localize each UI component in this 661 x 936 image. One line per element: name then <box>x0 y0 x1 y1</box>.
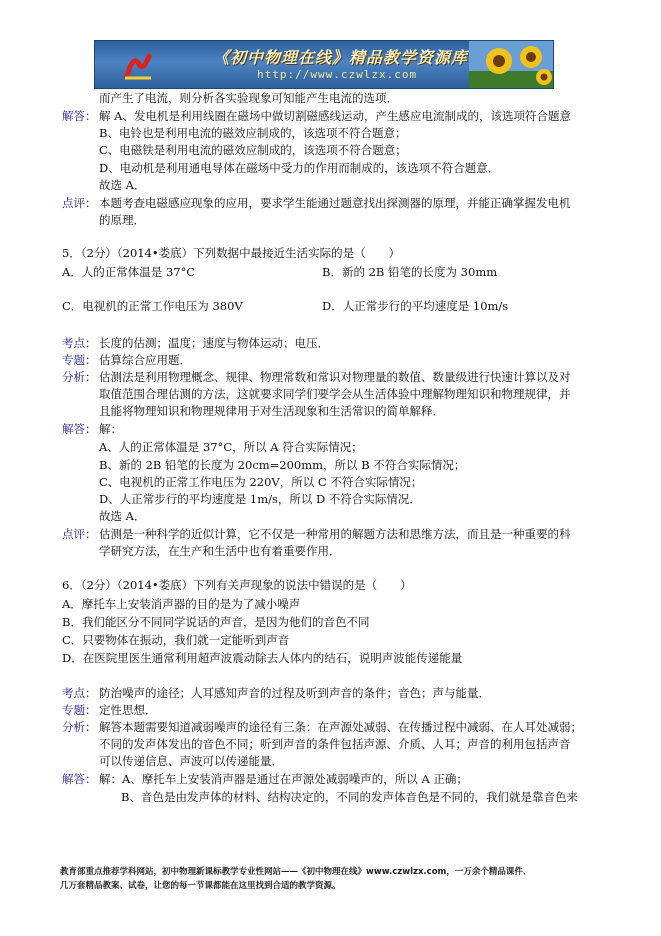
q4-answer-line: B、电铃也是利用电流的磁效应制成的，该选项不符合题意； <box>99 126 407 140</box>
q5-comment-label: 点评： <box>62 527 97 541</box>
q5-answer-line: B、新的 2B 铅笔的长度为 20cm=200mm，所以 B 不符合实际情况； <box>99 458 466 472</box>
q6-answer-label: 解答： <box>62 772 97 786</box>
q5-comment-line: 学研究方法，在生产和生活中也有着重要作用． <box>99 544 341 558</box>
q4-answer-line: 故选 A． <box>99 178 146 192</box>
q4-answer-label: 解答： <box>62 109 97 123</box>
q6-option-a: A．摩托车上安装消声器的目的是为了减小噪声 <box>62 597 301 611</box>
q5-point-label: 考点： <box>62 336 97 350</box>
q5-option-b: B．新的 2B 铅笔的长度为 30mm <box>322 265 498 279</box>
q6-analysis-line: 不同的发声体发出的音色不同；听到声音的条件包括声源、介质、人耳；声音的利用包括声音 <box>99 737 571 751</box>
footer-line: 几万套精品教案、试卷，让您的每一节课都能在这里找到合适的教学资源。 <box>60 881 341 891</box>
q6-answer-line: B、音色是由发声体的材料、结构决定的，不同的发声体音色是不同的，我们就是靠音色来 <box>121 790 578 804</box>
q4-comment-line: 本题考查电磁感应现象的应用，要求学生能通过题意找出探测器的原理，并能正确掌握发电机 <box>99 196 571 210</box>
q5-option-a: A．人的正常体温是 37°C <box>62 265 196 279</box>
q6-title: 6．（2分）（2014•娄底）下列有关声现象的说法中错误的是（ ） <box>62 578 412 592</box>
q5-analysis-line: 估测法是利用物理概念、规律、物理常数和常识对物理量的数值、数量级进行快速计算以及对 <box>99 370 571 384</box>
q6-analysis-line: 可以传递信息、声波可以传递能量． <box>99 754 283 768</box>
q6-option-d: D．在医院里医生通常利用超声波震动除去人体内的结石，说明声波能传递能量 <box>62 651 463 665</box>
q6-option-c: C．只要物体在振动，我们就一定能听到声音 <box>62 633 290 647</box>
q5-answer-line: D、人正常步行的平均速度是 1m/s，所以 D 不符合实际情况． <box>99 492 421 506</box>
q6-analysis-label: 分析： <box>62 720 97 734</box>
q5-point: 长度的估测；温度；速度与物体运动；电压． <box>99 336 329 350</box>
q5-answer-line: 故选 A． <box>99 509 146 523</box>
sunflower-icon <box>469 41 553 88</box>
q5-answer-line: C、电视机的正常工作电压为 220V，所以 C 不符合实际情况； <box>99 475 423 489</box>
q5-answer-line: 解： <box>99 422 122 436</box>
q5-answer-line: A、人的正常体温是 37°C，所以 A 符合实际情况； <box>99 440 363 454</box>
site-url[interactable]: http://www.czwlzx.com <box>257 68 418 81</box>
q5-option-c: C．电视机的正常工作电压为 380V <box>62 299 243 313</box>
q6-topic-label: 专题： <box>62 703 97 717</box>
header-banner <box>94 40 554 89</box>
q5-topic: 估算综合应用题． <box>99 353 191 367</box>
q5-option-d: D．人正常步行的平均速度是 10m/s <box>322 299 509 313</box>
q6-option-b: B．我们能区分不同同学说话的声音，是因为他们的音色不同 <box>62 615 370 629</box>
q5-analysis-line: 取值范围合理估测的方法，这就要求同学们要学会从生活体验中理解物理知识和物理规律，并 <box>99 387 571 401</box>
q4-answer-line: C、电磁铁是利用电流的磁效应制成的，该选项不符合题意； <box>99 143 407 157</box>
q6-point-label: 考点： <box>62 686 97 700</box>
q4-analysis-tail: 而产生了电流，则分析各实验现象可知能产生电流的选项． <box>99 91 398 105</box>
q4-answer-line: 解 A、发电机是利用线圈在磁场中做切割磁感线运动，产生感应电流制成的，该选项符合题意 <box>99 109 571 123</box>
q5-analysis-label: 分析： <box>62 370 97 384</box>
q6-answer-line: 解：A、摩托车上安装消声器是通过在声源处减弱噪声的，所以 A 正确； <box>99 772 468 786</box>
q5-topic-label: 专题： <box>62 353 97 367</box>
logo-icon <box>123 50 153 80</box>
q5-analysis-line: 且能将物理知识和物理规律用于对生活现象和生活常识的简单解释． <box>99 404 444 418</box>
q5-answer-label: 解答： <box>62 422 97 436</box>
q6-topic: 定性思想． <box>99 703 157 717</box>
q4-answer-line: D、电动机是利用通电导体在磁场中受力的作用而制成的，该选项不符合题意． <box>99 161 500 175</box>
q5-comment-line: 估测是一种科学的近似计算，它不仅是一种常用的解题方法和思维方法，而且是一种重要的科 <box>99 527 571 541</box>
site-title: 《初中物理在线》精品教学资源库 <box>213 48 469 67</box>
footer-line: 教育部重点推荐学科网站，初中物理新课标教学专业性网站——《初中物理在线》www.czwlzx.com，一万余个精品课件、 <box>60 867 532 877</box>
q6-analysis-line: 解答本题需要知道减弱噪声的途径有三条：在声源处减弱、在传播过程中减弱、在人耳处减弱； <box>99 720 582 734</box>
q4-comment-line: 的原理． <box>99 213 145 227</box>
q4-comment-label: 点评： <box>62 196 97 210</box>
q6-point: 防治噪声的途径；人耳感知声音的过程及听到声音的条件；音色；声与能量． <box>99 686 490 700</box>
q5-title: 5．（2分）（2014•娄底）下列数据中最接近生活实际的是（ ） <box>62 246 401 260</box>
